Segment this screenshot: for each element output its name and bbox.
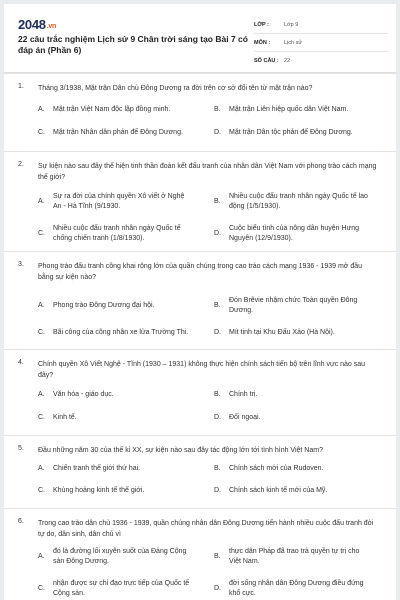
meta-table: [254, 16, 388, 69]
question-5: [4, 435, 396, 509]
meta-label: SỐ CÂU :: [254, 57, 279, 64]
question-number: 3.: [18, 261, 24, 268]
option-text: Nhiều cuộc đấu tranh nhân ngày Quốc tế chống chiến tranh (1/8/1930).: [53, 225, 181, 242]
logo-suffix: .vn: [46, 23, 56, 30]
option-letter: D.: [214, 414, 221, 421]
option-text: Mít tinh tại Khu Đấu Xảo (Hà Nội).: [229, 329, 335, 336]
question-2: [4, 151, 396, 252]
option-text: Kinh tế.: [53, 414, 77, 421]
option-letter: A.: [38, 553, 45, 560]
option-text: Sự ra đời của chính quyền Xô viết ở Nghệ An - Hà Tĩnh (9/1930.: [53, 193, 185, 210]
option-text: Phong trào Đông Dương đại hội.: [53, 302, 155, 309]
meta-value: 22: [284, 57, 291, 64]
question-text: Tháng 3/1938, Mặt trận Dân chủ Đông Dương ra đời trên cơ sở đổi tên từ mặt trận nào?: [38, 85, 313, 92]
meta-row-count: [254, 52, 388, 69]
option-text: Chính sách mới của Rudoven.: [229, 465, 324, 472]
question-text: Phong trào đấu tranh công khai rộng lớn của quần chúng trong cao trào cách mạng 1936 - 1939 mở đầu bằng sự kiện nào?: [38, 263, 363, 281]
option-letter: B.: [214, 302, 221, 309]
option-text: Bãi công của công nhân xe lửa Trường Thi.: [53, 329, 189, 336]
option-text: Văn hóa - giáo dục.: [53, 391, 114, 398]
option-letter: B.: [214, 465, 221, 472]
question-1: [4, 73, 396, 152]
option-text: Nhiều cuộc đấu tranh nhân ngày Quốc tế lao động (1/5/1930).: [229, 193, 368, 210]
option-letter: C.: [38, 230, 45, 237]
option-letter: D.: [214, 230, 221, 237]
option-letter: C.: [38, 329, 45, 336]
option-text: đó là đường lối xuyên suốt của Đảng Cộng sản Đông Dương.: [53, 548, 187, 565]
option-letter: C.: [38, 414, 45, 421]
question-text: Chính quyền Xô Viết Nghệ - Tĩnh (1930 – 1931) không thực hiện chính sách tiến bộ trên lĩnh vực nào sau đây?: [38, 361, 366, 379]
option-letter: D.: [214, 129, 221, 136]
document-header: [4, 4, 396, 73]
option-text: Chính trị.: [229, 391, 258, 398]
question-3: [4, 251, 396, 350]
option-letter: A.: [38, 106, 45, 113]
option-text: đời sống nhân dân Đông Dương điều đứng khổ cực.: [229, 580, 364, 597]
page-title: 22 câu trắc nghiệm Lịch sử 9 Chân trời sáng tạo Bài 7 có đáp án (Phần 6): [18, 34, 248, 55]
question-text: Sự kiện nào sau đây thể hiện tinh thần đoàn kết đấu tranh của nhân dân Việt Nam với phong trào cách mạng thế giới?: [38, 163, 377, 181]
meta-value: Lớp 9: [284, 21, 299, 28]
site-logo[interactable]: [18, 17, 56, 32]
question-number: 4.: [18, 359, 24, 366]
option-letter: C.: [38, 129, 45, 136]
option-text: Mặt trận Liên hiệp quốc dân Việt Nam.: [229, 106, 349, 113]
question-number: 2.: [18, 161, 24, 168]
option-text: Khủng hoảng kinh tế thế giới.: [53, 487, 145, 494]
option-text: Đón Brêvie nhậm chức Toàn quyền Đông Dương.: [229, 297, 358, 314]
meta-row-grade: [254, 16, 388, 34]
question-text: Trong cao trào dân chủ 1936 - 1939, quần chúng nhân dân Đông Dương tiến hành nhiều cuộc đấu tranh đòi tự do, dân sinh, dân chủ vì: [38, 520, 374, 538]
meta-label: MÔN :: [254, 39, 271, 46]
question-number: 6.: [18, 518, 24, 525]
meta-label: LỚP :: [254, 21, 269, 28]
meta-value: Lịch sử: [284, 39, 303, 46]
option-letter: A.: [38, 198, 45, 205]
option-letter: A.: [38, 465, 45, 472]
option-letter: D.: [214, 329, 221, 336]
option-text: Chiến tranh thế giới thứ hai.: [53, 465, 141, 472]
option-letter: D.: [214, 585, 221, 592]
option-letter: B.: [214, 106, 221, 113]
option-text: nhận được sự chỉ đạo trực tiếp của Quốc tế Cộng sản.: [53, 580, 190, 597]
option-letter: A.: [38, 302, 45, 309]
question-number: 5.: [18, 445, 24, 452]
option-text: Mặt trận Nhân dân phản đế Đông Dương.: [53, 129, 183, 136]
option-letter: A.: [38, 391, 45, 398]
option-letter: D.: [214, 487, 221, 494]
option-text: Cuộc biểu tình của nông dân huyện Hưng Nguyên (12/9/1930).: [229, 225, 360, 242]
question-6: [4, 508, 396, 600]
logo-brand: 2048: [18, 17, 46, 32]
option-text: Đối ngoại.: [229, 414, 261, 421]
option-letter: B.: [214, 391, 221, 398]
option-text: Chính sách kinh tế mới của Mỹ.: [229, 487, 328, 494]
document-page: [4, 4, 396, 600]
question-4: [4, 349, 396, 436]
meta-row-subject: [254, 34, 388, 52]
option-letter: B.: [214, 553, 221, 560]
option-text: Mặt trận Dân tộc phản đế Đông Dương.: [229, 129, 353, 136]
option-letter: C.: [38, 585, 45, 592]
option-letter: C.: [38, 487, 45, 494]
question-text: Đầu những năm 30 của thế kỉ XX, sự kiện nào sau đây tác động lớn tới tình hình Việt Nam?: [38, 447, 323, 454]
question-number: 1.: [18, 83, 24, 90]
option-letter: B.: [214, 198, 221, 205]
option-text: thực dân Pháp đã trao trả quyền tự trị cho Việt Nam.: [229, 548, 360, 565]
option-text: Mặt trận Việt Nam độc lập đồng minh.: [53, 106, 171, 113]
